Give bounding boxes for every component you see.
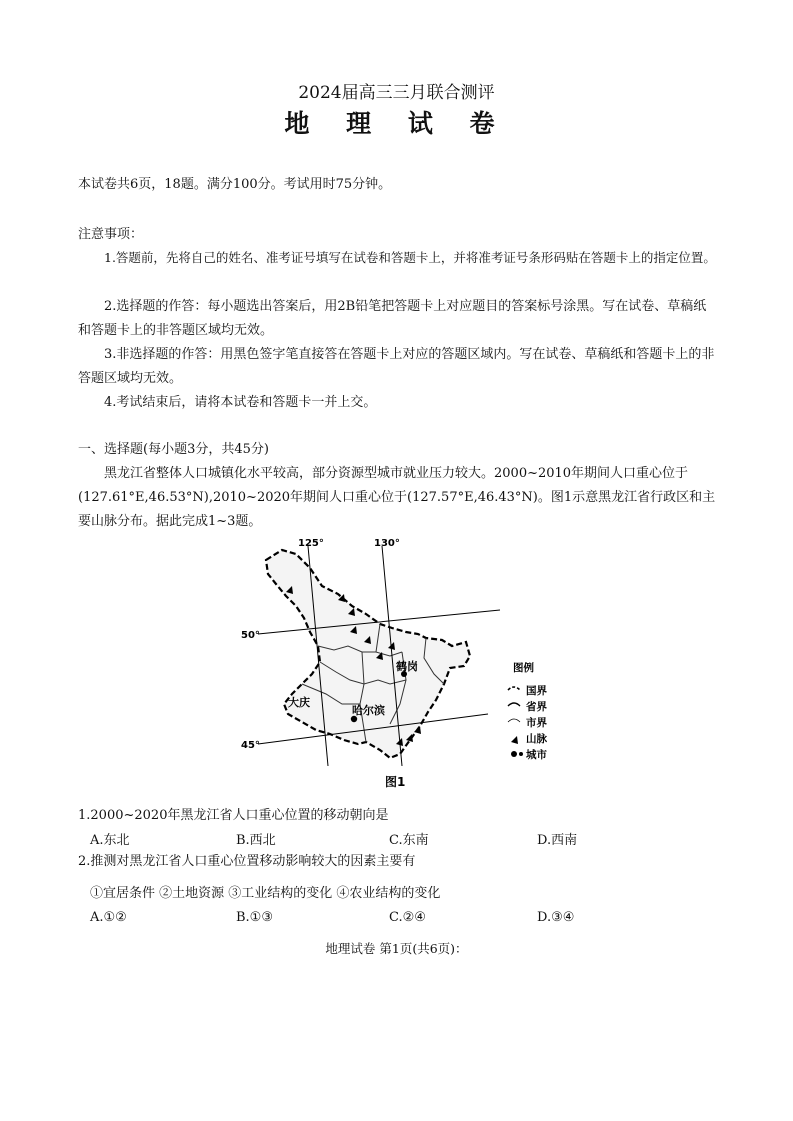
- legend-item-mountain: 山脉: [526, 733, 547, 745]
- legend-mountain-symbol: [511, 736, 518, 744]
- legend-title: 图例: [513, 662, 534, 674]
- section-heading: 一、选择题(每小题3分，共45分): [78, 442, 269, 457]
- city-label-harbin: 哈尔滨: [352, 704, 385, 717]
- notice-heading: 注意事项：: [78, 227, 144, 242]
- question-1-option-a[interactable]: A.东北: [90, 833, 130, 848]
- lon-label-130: 130°: [374, 538, 400, 549]
- figure-caption: 图1: [385, 775, 406, 789]
- legend-city-symbol: [511, 751, 517, 757]
- question-2-option-c[interactable]: C.②④: [389, 910, 426, 925]
- legend-city-border-symbol: [508, 719, 520, 722]
- lon-label-125: 125°: [298, 538, 324, 549]
- legend-item-province-border: 省界: [526, 701, 547, 713]
- subject-title: 地 理 试 卷: [284, 109, 509, 138]
- legend-item-city: 城市: [526, 749, 547, 761]
- province-outline: [266, 550, 470, 758]
- legend-item-national-border: 国界: [526, 685, 547, 697]
- question-1-option-b[interactable]: B.西北: [236, 833, 276, 848]
- heilongjiang-map-figure: [230, 534, 560, 792]
- question-1-option-c[interactable]: C.东南: [389, 833, 429, 848]
- notice-item-1: 1.答题前，先将自己的姓名、准考证号填写在试卷和答题卡上，并将准考证号条形码贴在答题卡上的指定位置。: [104, 250, 716, 265]
- legend-item-city-border: 市界: [526, 717, 547, 729]
- lat-label-45: 45°: [241, 740, 260, 751]
- lat-label-50: 50°: [241, 630, 260, 641]
- notice-item-3: 3.非选择题的作答：用黑色签字笔直接答在答题卡上对应的答题区域内。写在试卷、草稿纸和答题卡上的非答题区域均无效。: [78, 347, 715, 386]
- question-2-option-d[interactable]: D.③④: [537, 910, 575, 925]
- question-1-option-d[interactable]: D.西南: [537, 833, 578, 848]
- notice-item-4: 4.考试结束后，请将本试卷和答题卡一并上交。: [104, 395, 377, 410]
- legend-province-border-symbol: [508, 703, 520, 706]
- question-2-option-a[interactable]: A.①②: [90, 910, 127, 925]
- exam-title: 2024届高三三月联合测评: [298, 83, 495, 103]
- city-label-hegang: 鹤岗: [396, 660, 418, 673]
- question-stem: 黑龙江省整体人口城镇化水平较高，部分资源型城市就业压力较大。2000~2010年期间人口重心位于(127.61°E,46.53°N),2010~2020年期间人口重心位于(127.57°E,46.43°N)。图1示意黑龙江省行政区和主要山脉分布。据此完成1~3题。: [78, 466, 716, 529]
- question-2-choices: ①宜居条件 ②土地资源 ③工业结构的变化 ④农业结构的变化: [90, 886, 441, 901]
- city-label-daqing: 大庆: [288, 696, 310, 709]
- question-2-option-b[interactable]: B.①③: [236, 910, 273, 925]
- exam-intro: 本试卷共6页，18题。满分100分。考试用时75分钟。: [78, 177, 392, 192]
- question-2-stem: 2.推测对黑龙江省人口重心位置移动影响较大的因素主要有: [78, 854, 416, 869]
- legend-national-border-symbol: [508, 687, 520, 690]
- question-1-stem: 1.2000~2020年黑龙江省人口重心位置的移动朝向是: [78, 808, 389, 823]
- notice-item-2: 2.选择题的作答：每小题选出答案后，用2B铅笔把答题卡上对应题目的答案标号涂黑。写在试卷、草稿纸和答题卡上的非答题区域均无效。: [78, 299, 707, 338]
- page-footer: 地理试卷 第1页(共6页)：: [325, 941, 468, 956]
